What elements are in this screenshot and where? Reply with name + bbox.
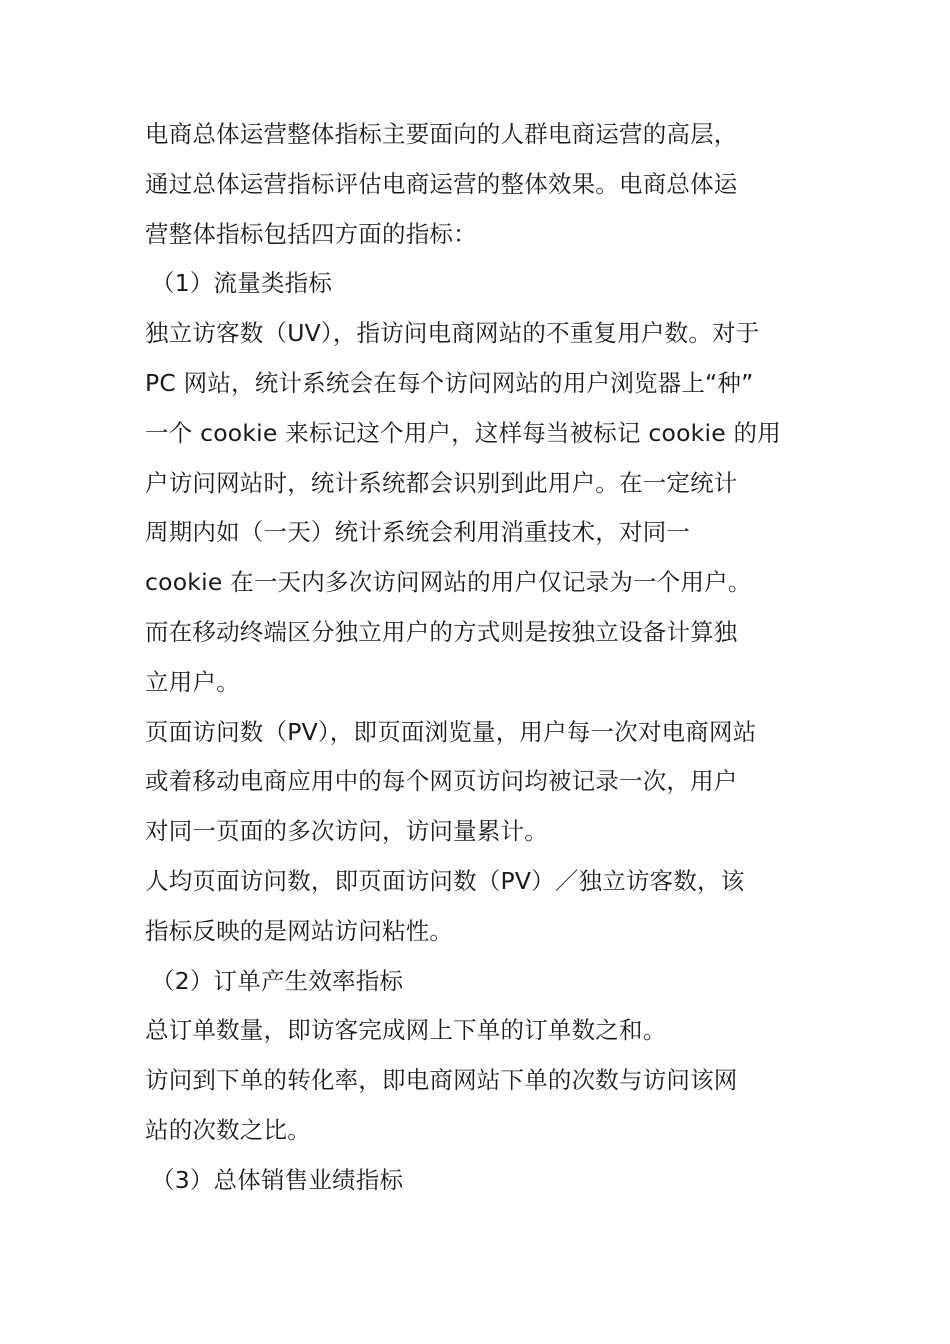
intro-line-2: 通过总体运营指标评估电商运营的整体效果。电商总体运	[145, 169, 738, 198]
pv-line-3: 对同一页面的多次访问，访问量累计。	[145, 817, 548, 846]
intro-line-1: 电商总体运营整体指标主要面向的人群电商运营的高层，	[145, 120, 738, 148]
conversion-line-2: 站的次数之比。	[145, 1115, 311, 1144]
uv-line-2: PC 网站，统计系统会在每个访问网站的用户浏览器上“种”	[145, 368, 754, 397]
pv-line-1: 页面访问数（PV），即页面浏览量，用户每一次对电商网站	[145, 717, 757, 746]
uv-line-8: 立用户。	[145, 667, 240, 696]
uv-line-4: 户访问网站时，统计系统都会识别到此用户。在一定统计	[145, 468, 738, 497]
pv-line-2: 或着移动电商应用中的每个网页访问均被记录一次，用户	[145, 767, 738, 796]
document-body	[145, 110, 810, 1206]
uv-line-7: 而在移动终端区分独立用户的方式则是按独立设备计算独	[145, 617, 738, 646]
conversion-line-1: 访问到下单的转化率，即电商网站下单的次数与访问该网	[145, 1066, 738, 1095]
avg-pv-line-2: 指标反映的是网站访问粘性。	[145, 916, 454, 945]
order-count-line: 总订单数量，即访客完成网上下单的订单数之和。	[145, 1016, 667, 1045]
section-heading-order-efficiency: （2）订单产生效率指标	[151, 966, 404, 995]
section-heading-sales: （3）总体销售业绩指标	[151, 1165, 404, 1194]
uv-line-6: cookie 在一天内多次访问网站的用户仅记录为一个用户。	[145, 568, 752, 597]
uv-line-5: 周期内如（一天）统计系统会利用消重技术，对同一	[145, 518, 691, 547]
uv-line-1: 独立访客数（UV），指访问电商网站的不重复用户数。对于	[145, 319, 760, 348]
intro-line-3: 营整体指标包括四方面的指标：	[145, 219, 477, 248]
uv-line-3: 一个 cookie 来标记这个用户，这样每当被标记 cookie 的用	[145, 418, 781, 447]
avg-pv-line-1: 人均页面访问数，即页面访问数（PV）／独立访客数，该	[145, 866, 745, 895]
section-heading-traffic: （1）流量类指标	[151, 269, 333, 298]
